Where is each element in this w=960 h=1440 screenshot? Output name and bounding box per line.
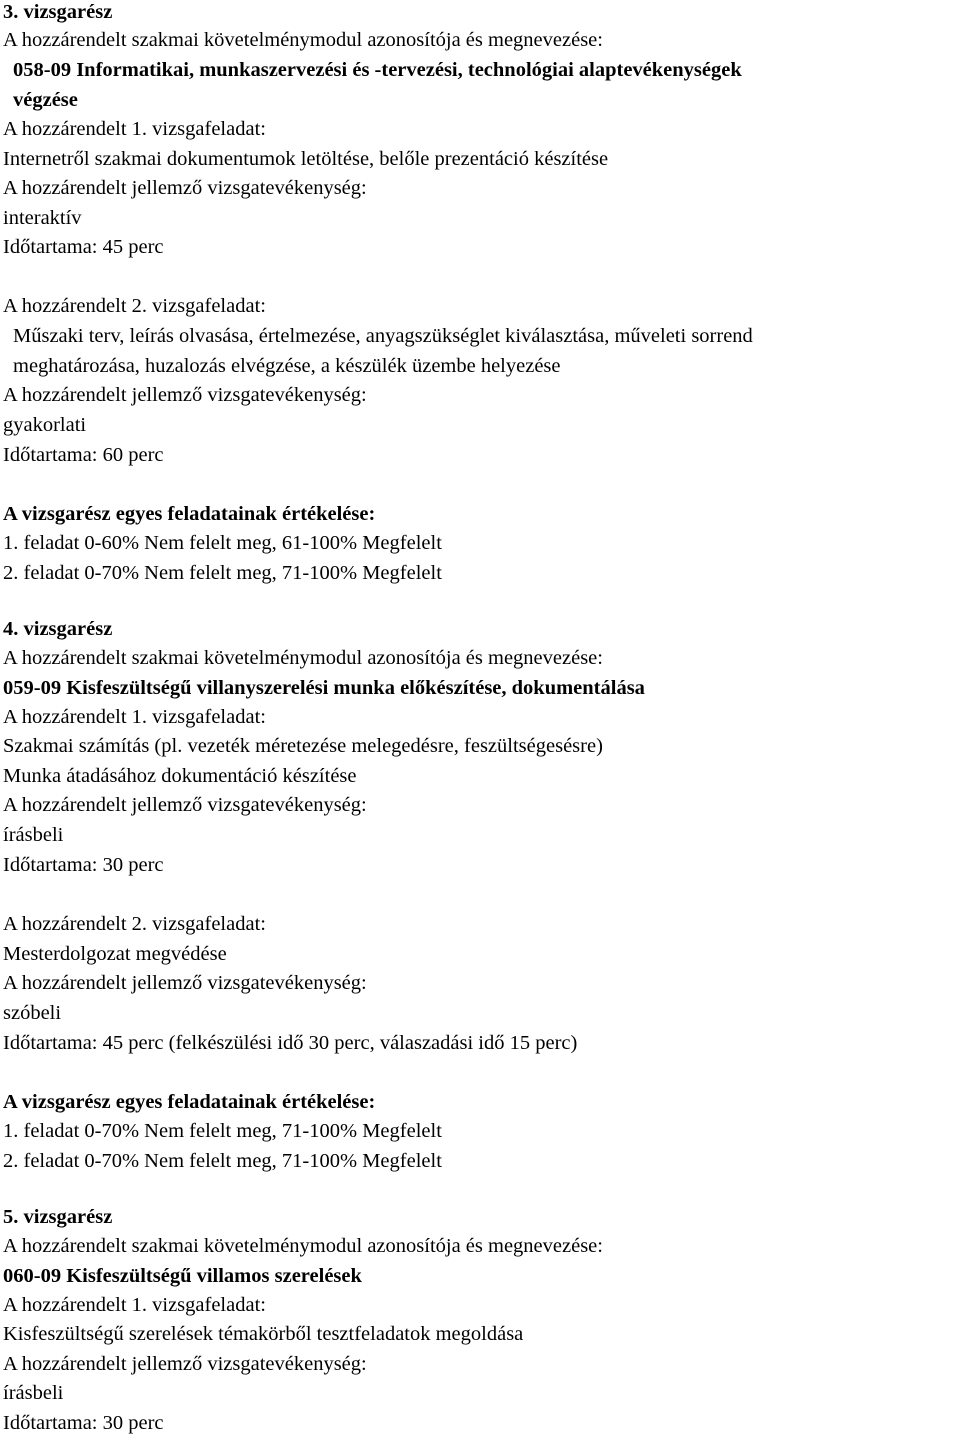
evaluation-item: 1. feladat 0-70% Nem felelt meg, 71-100% Megfelelt: [3, 1120, 442, 1142]
task-description: Szakmai számítás (pl. vezeték méretezése melegedésre, feszültségesésre): [3, 735, 603, 757]
evaluation-item: 2. feladat 0-70% Nem felelt meg, 71-100% Megfelelt: [3, 562, 442, 584]
activity-type: interaktív: [3, 207, 82, 229]
activity-label: A hozzárendelt jellemző vizsgatevékenység:: [3, 972, 367, 994]
task-duration: Időtartama: 30 perc: [3, 1412, 164, 1434]
evaluation-item: 2. feladat 0-70% Nem felelt meg, 71-100% Megfelelt: [3, 1150, 442, 1172]
module-name: 059-09 Kisfeszültségű villanyszerelési munka előkészítése, dokumentálása: [3, 677, 645, 699]
task-label: A hozzárendelt 1. vizsgafeladat:: [3, 118, 266, 140]
module-name: 060-09 Kisfeszültségű villamos szerelések: [3, 1265, 362, 1287]
activity-label: A hozzárendelt jellemző vizsgatevékenység:: [3, 177, 367, 199]
activity-label: A hozzárendelt jellemző vizsgatevékenység:: [3, 1353, 367, 1375]
task-description-continued: meghatározása, huzalozás elvégzése, a készülék üzembe helyezése: [13, 355, 561, 377]
task-duration: Időtartama: 30 perc: [3, 854, 164, 876]
task-duration: Időtartama: 60 perc: [3, 444, 164, 466]
task-description: Kisfeszültségű szerelések témakörből tesztfeladatok megoldása: [3, 1323, 524, 1345]
evaluation-item: 1. feladat 0-60% Nem felelt meg, 61-100% Megfelelt: [3, 532, 442, 554]
activity-type: szóbeli: [3, 1002, 62, 1024]
task-description: Műszaki terv, leírás olvasása, értelmezése, anyagszükséglet kiválasztása, műveleti sorrend: [13, 325, 753, 347]
module-label: A hozzárendelt szakmai követelménymodul azonosítója és megnevezése:: [3, 29, 603, 51]
activity-type: írásbeli: [3, 824, 64, 846]
task-description-continued: Munka átadásához dokumentáció készítése: [3, 765, 357, 787]
task-label: A hozzárendelt 1. vizsgafeladat:: [3, 1294, 266, 1316]
activity-label: A hozzárendelt jellemző vizsgatevékenység:: [3, 794, 367, 816]
section-title: 3. vizsgarész: [3, 1, 113, 23]
module-name: 058-09 Informatikai, munkaszervezési és -tervezési, technológiai alaptevékenységek: [13, 59, 742, 81]
task-description: Mesterdolgozat megvédése: [3, 943, 227, 965]
evaluation-title: A vizsgarész egyes feladatainak értékelése:: [3, 1091, 376, 1113]
task-label: A hozzárendelt 2. vizsgafeladat:: [3, 913, 266, 935]
section-title: 5. vizsgarész: [3, 1206, 113, 1228]
activity-label: A hozzárendelt jellemző vizsgatevékenység:: [3, 384, 367, 406]
module-name-continued: végzése: [13, 89, 78, 111]
task-label: A hozzárendelt 2. vizsgafeladat:: [3, 295, 266, 317]
activity-type: gyakorlati: [3, 414, 87, 436]
task-label: A hozzárendelt 1. vizsgafeladat:: [3, 706, 266, 728]
evaluation-title: A vizsgarész egyes feladatainak értékelése:: [3, 503, 376, 525]
task-duration: Időtartama: 45 perc: [3, 236, 164, 258]
task-description: Internetről szakmai dokumentumok letöltése, belőle prezentáció készítése: [3, 148, 609, 170]
module-label: A hozzárendelt szakmai követelménymodul azonosítója és megnevezése:: [3, 1235, 603, 1257]
task-duration: Időtartama: 45 perc (felkészülési idő 30 perc, válaszadási idő 15 perc): [3, 1032, 578, 1054]
activity-type: írásbeli: [3, 1382, 64, 1404]
section-title: 4. vizsgarész: [3, 618, 113, 640]
module-label: A hozzárendelt szakmai követelménymodul azonosítója és megnevezése:: [3, 647, 603, 669]
